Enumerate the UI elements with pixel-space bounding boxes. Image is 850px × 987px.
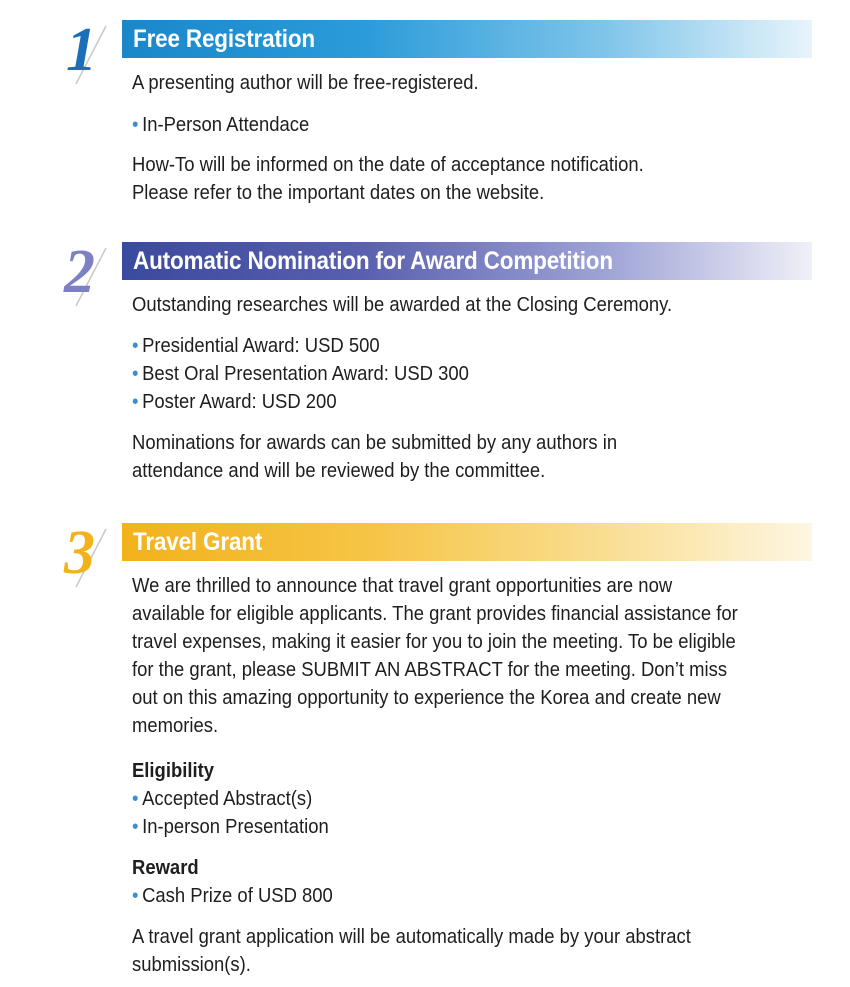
intro-line: We are thrilled to announce that travel grant opportunities are now [132, 574, 673, 597]
intro-line: available for eligible applicants. The grant provides financial assistance for [132, 602, 738, 625]
bullet-icon: • [132, 787, 139, 810]
intro-line: travel expenses, making it easier for you to join the meeting. To be eligible [132, 630, 736, 653]
section-title-band [122, 523, 812, 561]
section-title: Automatic Nomination for Award Competition [133, 246, 613, 275]
note-line: A travel grant application will be automatically made by your abstract [132, 925, 691, 948]
list-item: • Presidential Award: USD 500 [132, 334, 380, 357]
number-3-icon [62, 517, 122, 587]
intro-text: Outstanding researches will be awarded at the Closing Ceremony. [132, 293, 673, 316]
list-item: • Cash Prize of USD 800 [132, 884, 333, 907]
section-note [132, 923, 691, 979]
section-intro [132, 572, 738, 740]
intro-line: memories. [132, 714, 219, 737]
reward-block [132, 854, 333, 910]
intro-line: for the grant, please SUBMIT AN ABSTRACT for the meeting. Don’t miss [132, 658, 728, 681]
bullet-icon: • [132, 815, 139, 838]
bullet-icon: • [132, 884, 139, 907]
bullet-icon: • [132, 334, 139, 357]
eligibility-block [132, 757, 329, 841]
section-title-band [122, 20, 812, 58]
list-item: • Accepted Abstract(s) [132, 787, 313, 810]
note-line: Please refer to the important dates on the website. [132, 181, 545, 204]
section-note [132, 429, 617, 485]
note-line: Nominations for awards can be submitted by any authors in [132, 431, 618, 454]
svg-text:2: 2 [64, 238, 95, 306]
list-item: • Poster Award: USD 200 [132, 390, 337, 413]
number-2-icon [62, 236, 122, 306]
number-1-icon [62, 14, 122, 84]
section-title: Travel Grant [133, 527, 263, 556]
section-intro [132, 291, 672, 319]
section-title: Free Registration [133, 24, 315, 53]
note-line: submission(s). [132, 953, 251, 976]
list-item: • In-Person Attendace [132, 113, 310, 136]
reward-heading: Reward [132, 856, 199, 879]
section-title-band [122, 242, 812, 280]
svg-text:3: 3 [64, 519, 95, 587]
note-line: attendance and will be reviewed by the committee. [132, 459, 546, 482]
bullet-icon: • [132, 390, 139, 413]
list-item: • In-person Presentation [132, 815, 329, 838]
section-intro [132, 69, 479, 97]
bullet-list [132, 111, 309, 139]
intro-text: A presenting author will be free-registered. [132, 71, 479, 94]
note-line: How-To will be informed on the date of acceptance notification. [132, 153, 644, 176]
svg-text:1: 1 [66, 16, 97, 84]
bullet-list [132, 332, 469, 416]
bullet-icon: • [132, 113, 139, 136]
list-item: • Best Oral Presentation Award: USD 300 [132, 362, 469, 385]
bullet-icon: • [132, 362, 139, 385]
eligibility-heading: Eligibility [132, 759, 215, 782]
section-note [132, 151, 644, 207]
intro-line: out on this amazing opportunity to experience the Korea and create new [132, 686, 721, 709]
